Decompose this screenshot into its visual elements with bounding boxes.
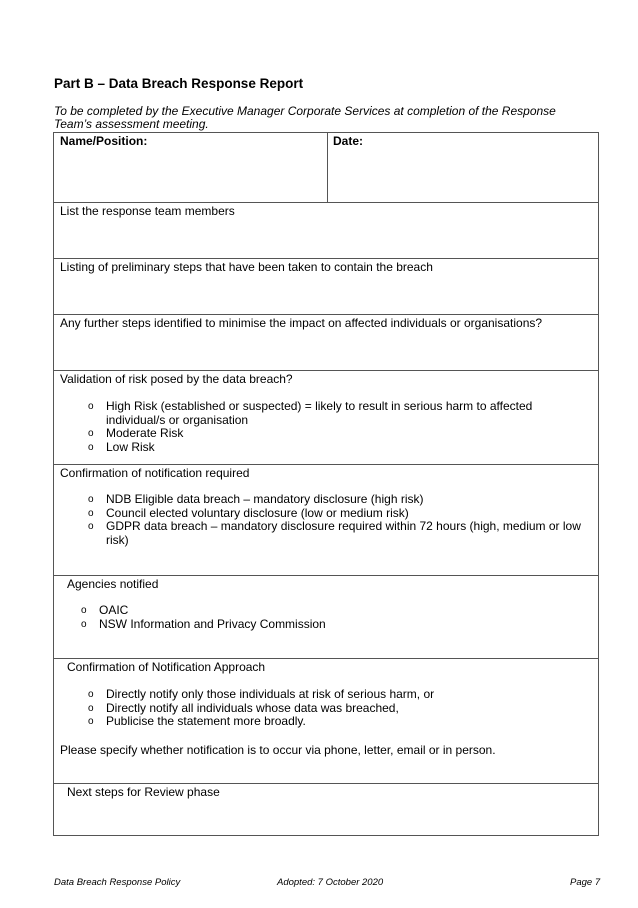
approach-note: Please specify whether notification is to occur via phone, letter, email or in person. [60, 743, 496, 757]
risk-option-moderate[interactable]: o Moderate Risk [88, 427, 558, 441]
approach-options [88, 688, 528, 729]
notification-option-voluntary[interactable]: o Council elected voluntary disclosure (low or medium risk) [88, 507, 588, 521]
approach-label: Confirmation of Notification Approach [67, 660, 266, 674]
name-date-row [54, 133, 598, 202]
name-position-field[interactable]: Name/Position: [60, 134, 148, 148]
further-steps-label: Any further steps identified to minimise the impact on affected individuals or organisations? [60, 316, 543, 330]
agencies-options [81, 604, 381, 631]
agencies-label: Agencies notified [67, 577, 159, 591]
notification-label: Confirmation of notification required [60, 466, 250, 480]
preliminary-steps-label: Listing of preliminary steps that have been taken to contain the breach [60, 260, 433, 274]
team-members-label: List the response team members [60, 204, 235, 218]
risk-label: Validation of risk posed by the data breach? [60, 372, 293, 386]
agency-option-nsw-ipc[interactable]: o NSW Information and Privacy Commission [81, 618, 381, 632]
review-row[interactable] [54, 783, 598, 837]
agency-option-oaic[interactable]: o OAIC [81, 604, 381, 618]
notification-option-gdpr[interactable]: o GDPR data breach – mandatory disclosure required within 72 hours (high, medium or low risk) [88, 520, 588, 547]
notification-option-ndb[interactable]: o NDB Eligible data breach – mandatory disclosure (high risk) [88, 493, 588, 507]
footer-adopted: Adopted: 7 October 2020 [277, 877, 384, 888]
response-report-form [53, 132, 599, 836]
risk-options [88, 400, 558, 454]
date-field[interactable]: Date: [333, 134, 364, 148]
agencies-row [54, 575, 598, 658]
team-members-row[interactable] [54, 202, 598, 258]
further-steps-row[interactable] [54, 314, 598, 370]
review-label: Next steps for Review phase [67, 785, 220, 799]
column-divider [327, 133, 328, 202]
approach-option-at-risk[interactable]: o Directly notify only those individuals at risk of serious harm, or [88, 688, 528, 702]
risk-option-high[interactable]: o High Risk (established or suspected) = likely to result in serious harm to affected individual/s or organisation [88, 400, 558, 427]
risk-row [54, 370, 598, 464]
approach-option-all[interactable]: o Directly notify all individuals whose data was breached, [88, 702, 528, 716]
approach-option-publicise[interactable]: o Publicise the statement more broadly. [88, 715, 528, 729]
footer-policy: Data Breach Response Policy [54, 877, 181, 888]
intro-text: To be completed by the Executive Manager Corporate Services at completion of the Response Team’s assessment meeting. [54, 104, 556, 131]
preliminary-steps-row[interactable] [54, 258, 598, 314]
notification-row [54, 464, 598, 575]
approach-row [54, 658, 598, 783]
risk-option-low[interactable]: o Low Risk [88, 441, 558, 455]
footer-page: Page 7 [570, 877, 601, 888]
notification-options [88, 493, 588, 547]
page-title: Part B – Data Breach Response Report [54, 76, 304, 91]
